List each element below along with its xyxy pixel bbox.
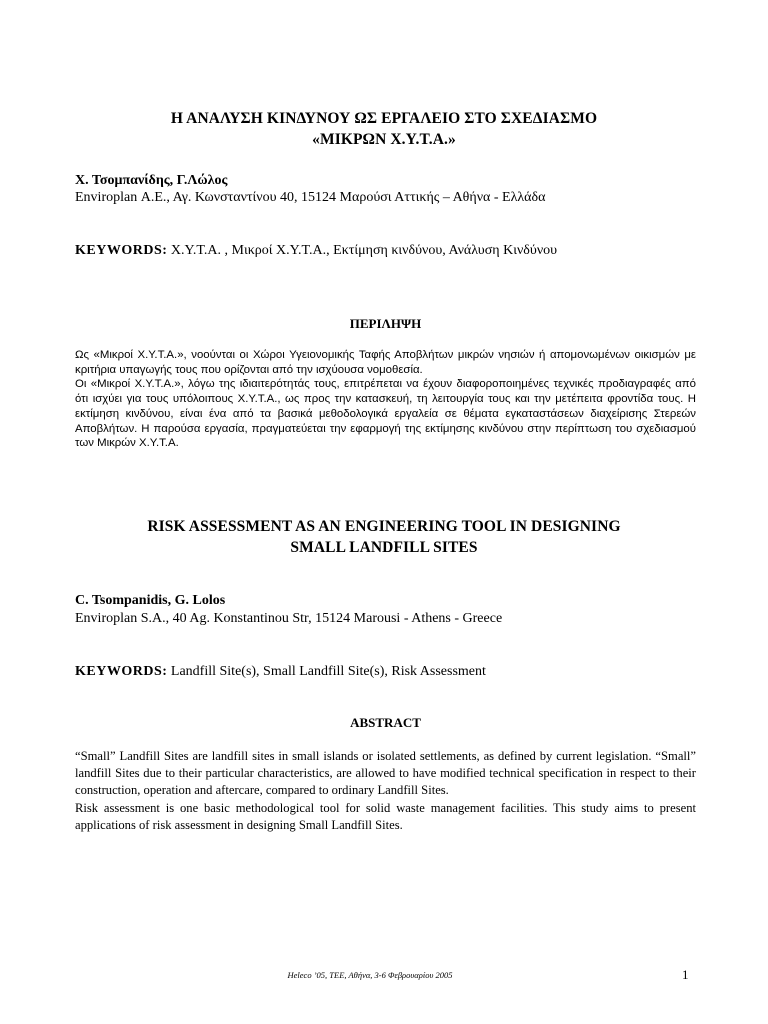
english-title <box>60 516 708 558</box>
greek-title <box>60 108 708 150</box>
greek-title-line-2: «ΜΙΚΡΩΝ Χ.Υ.Τ.Α.» <box>312 131 456 148</box>
greek-abstract-heading: ΠΕΡΙΛΗΨΗ <box>349 316 422 331</box>
greek-abstract-paragraph-1: Ως «Μικροί Χ.Υ.Τ.Α.», νοούνται οι Χώροι Υγειονομικής Ταφής Αποβλήτων μικρών νησιών ή απομονωμένων οικισμών με κριτήρια υπαγωγής τους που ορίζονται από την ισχύουσα νομοθεσία. <box>75 349 696 376</box>
page-number: 1 <box>682 967 689 982</box>
english-authors: C. Tsompanidis, G. Lolos <box>75 593 226 608</box>
greek-affiliation: Enviroplan Α.Ε., Αγ. Κωνσταντίνου 40, 15124 Μαρούσι Αττικής – Αθήνα - Ελλάδα <box>75 190 546 205</box>
english-abstract-paragraph-1: “Small” Landfill Sites are landfill sites in small islands or isolated settlements, as defined by current legislation. “Small” landfill Sites due to their particular characteristics, are allowed to have modified technical specification in respect to their construction, operation and aftercare, compared to ordinary Landfill Sites. <box>75 749 696 798</box>
greek-keywords <box>75 242 557 260</box>
english-title-line-1: RISK ASSESSMENT AS AN ENGINEERING TOOL IN DESIGNING <box>147 518 621 535</box>
greek-keywords-text: Χ.Υ.Τ.Α. , Μικροί Χ.Υ.Τ.Α., Εκτίμηση κινδύνου, Ανάλυση Κινδύνου <box>167 243 558 258</box>
english-abstract-heading: ABSTRACT <box>350 715 421 730</box>
greek-abstract-body <box>75 348 696 451</box>
page-footer: Heleco ’05, ΤΕΕ, Αθήνα, 3-6 Φεβρουαρίου 2005 <box>287 970 453 980</box>
english-title-line-2: SMALL LANDFILL SITES <box>290 539 478 556</box>
english-keywords <box>75 663 486 681</box>
english-keywords-text: Landfill Site(s), Small Landfill Site(s), Risk Assessment <box>167 664 486 679</box>
english-abstract-paragraph-2: Risk assessment is one basic methodological tool for solid waste management facilities. This study aims to present applications of risk assessment in designing Small Landfill Sites. <box>75 800 696 832</box>
greek-abstract-paragraph-2: Οι «Μικροί Χ.Υ.Τ.Α.», λόγω της ιδιαιτερότητάς τους, επιτρέπεται να έχουν διαφοροποιημένες τεχνικές προδιαγραφές από ότι ισχύει για τους υπόλοιπους Χ.Υ.Τ.Α., ως προς την κατασκευή, τη λειτουργία τους και την μετέπειτα φροντίδα τους. Η εκτίμηση κινδύνου, είναι ένα από τα βασικά μεθοδολογικά εργαλεία σε θέματα εγκαταστάσεων διαχείρισης Στερεών Αποβλήτων. Η παρούσα εργασία, πραγματεύεται την εφαρμογή της εκτίμησης κινδύνου στην περίπτωση του σχεδιασμού των Μικρών Χ.Υ.Τ.Α. <box>75 378 696 450</box>
english-affiliation: Enviroplan S.A., 40 Ag. Konstantinou Str, 15124 Marousi - Athens - Greece <box>75 611 503 626</box>
english-keywords-label: KEYWORDS: <box>75 664 168 679</box>
greek-title-line-1: Η ΑΝΑΛΥΣΗ ΚΙΝΔΥΝΟΥ ΩΣ ΕΡΓΑΛΕΙΟ ΣΤΟ ΣΧΕΔΙΑΣΜΟ <box>170 110 598 127</box>
greek-authors: Χ. Τσομπανίδης, Γ.Λώλος <box>75 173 228 188</box>
english-abstract-body <box>75 748 696 834</box>
greek-keywords-label: KEYWORDS: <box>75 243 168 258</box>
